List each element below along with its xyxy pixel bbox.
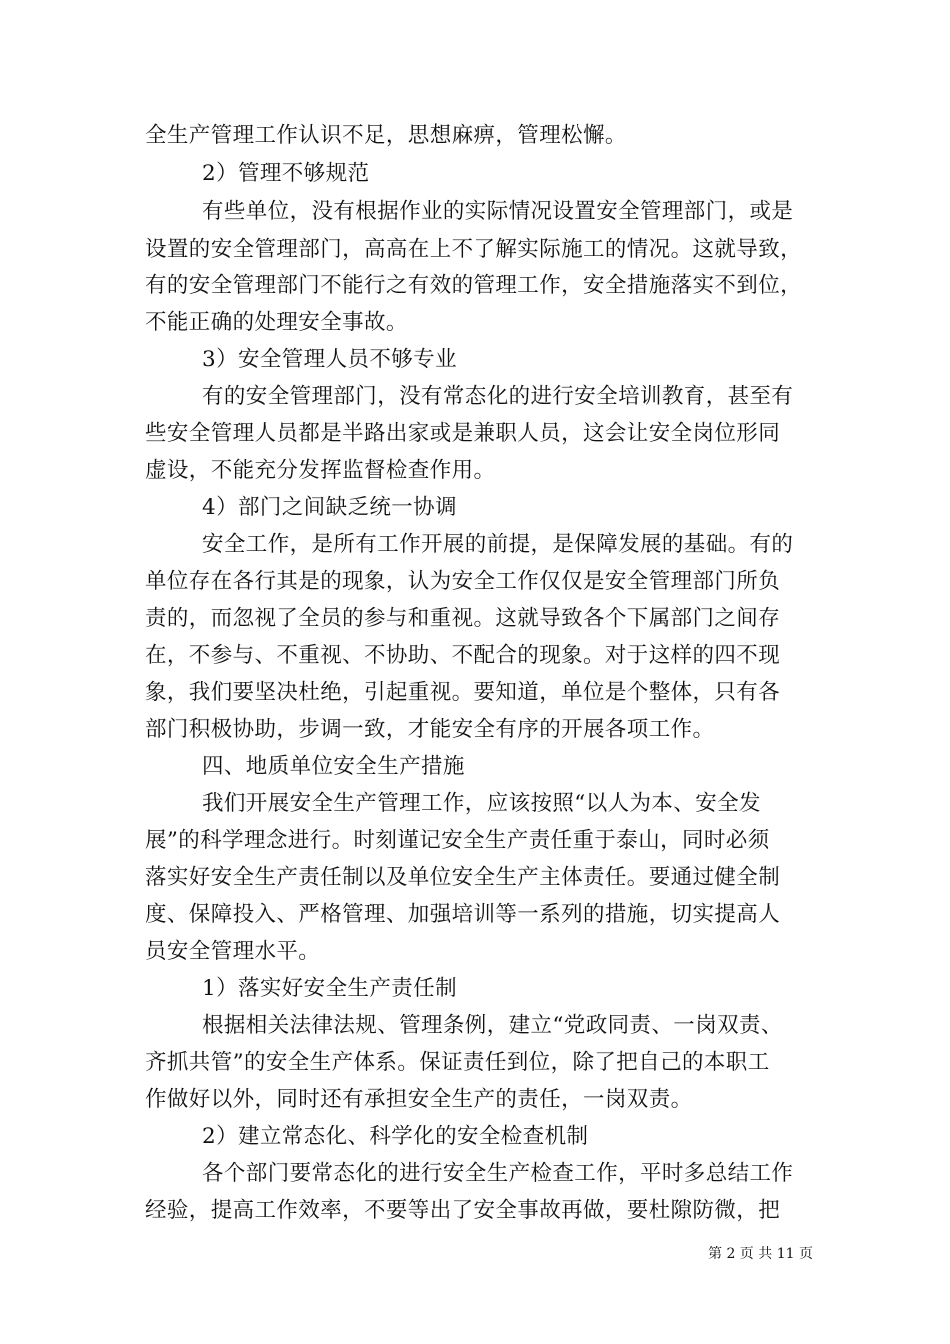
body-line: 落实好安全生产责任制以及单位安全生产主体责任。要通过健全制	[145, 865, 781, 890]
paragraph-first-line: 安全工作，是所有工作开展的前提，是保障发展的基础。有的	[202, 532, 794, 557]
body-line: 度、保障投入、严格管理、加强培训等一系列的措施，切实提高人	[145, 902, 781, 927]
paragraph-first-line: 有些单位，没有根据作业的实际情况设置安全管理部门，或是	[202, 199, 794, 224]
body-line: 象，我们要坚决杜绝，引起重视。要知道，单位是个整体，只有各	[145, 680, 781, 705]
paragraph-first-line: 各个部门要常态化的进行安全生产检查工作，平时多总结工作	[202, 1161, 794, 1186]
body-line: 作做好以外，同时还有承担安全生产的责任，一岗双责。	[145, 1087, 693, 1112]
subheading: 4）部门之间缺乏统一协调	[202, 495, 457, 520]
body-line: 有的安全管理部门不能行之有效的管理工作，安全措施落实不到位，	[145, 273, 803, 298]
subheading: 2）建立常态化、科学化的安全检查机制	[202, 1124, 589, 1149]
body-line: 展”的科学理念进行。时刻谨记安全生产责任重于泰山，同时必须	[145, 828, 770, 853]
section-heading: 四、地质单位安全生产措施	[202, 754, 465, 779]
paragraph-first-line: 有的安全管理部门，没有常态化的进行安全培训教育，甚至有	[202, 384, 794, 409]
body-line: 齐抓共管”的安全生产体系。保证责任到位，除了把自己的本职工	[145, 1050, 770, 1075]
body-line: 在，不参与、不重视、不协助、不配合的现象。对于这样的四不现	[145, 643, 781, 668]
body-line: 员安全管理水平。	[145, 939, 321, 964]
body-line: 虚设，不能充分发挥监督检查作用。	[145, 458, 496, 483]
page-number-footer: 第 2 页 共 11 页	[708, 1246, 813, 1262]
paragraph-first-line: 根据相关法律法规、管理条例，建立“党政同责、一岗双责、	[202, 1013, 783, 1038]
body-line: 经验，提高工作效率，不要等出了安全事故再做，要杜隙防微，把	[145, 1198, 781, 1223]
body-line: 单位存在各行其是的现象，认为安全工作仅仅是安全管理部门所负	[145, 569, 781, 594]
body-line: 些安全管理人员都是半路出家或是兼职人员，这会让安全岗位形同	[145, 421, 781, 446]
body-line: 不能正确的处理安全事故。	[145, 310, 408, 335]
subheading: 2）管理不够规范	[202, 161, 370, 186]
subheading: 3）安全管理人员不够专业	[202, 347, 457, 372]
body-line: 责的，而忽视了全员的参与和重视。这就导致各个下属部门之间存	[145, 606, 781, 631]
body-line: 部门积极协助，步调一致，才能安全有序的开展各项工作。	[145, 717, 715, 742]
body-line: 设置的安全管理部门，高高在上不了解实际施工的情况。这就导致，	[145, 237, 803, 262]
subheading: 1）落实好安全生产责任制	[202, 976, 457, 1001]
body-line: 全生产管理工作认识不足，思想麻痹，管理松懈。	[145, 123, 627, 148]
paragraph-first-line: 我们开展安全生产管理工作，应该按照“以人为本、安全发	[202, 791, 761, 816]
